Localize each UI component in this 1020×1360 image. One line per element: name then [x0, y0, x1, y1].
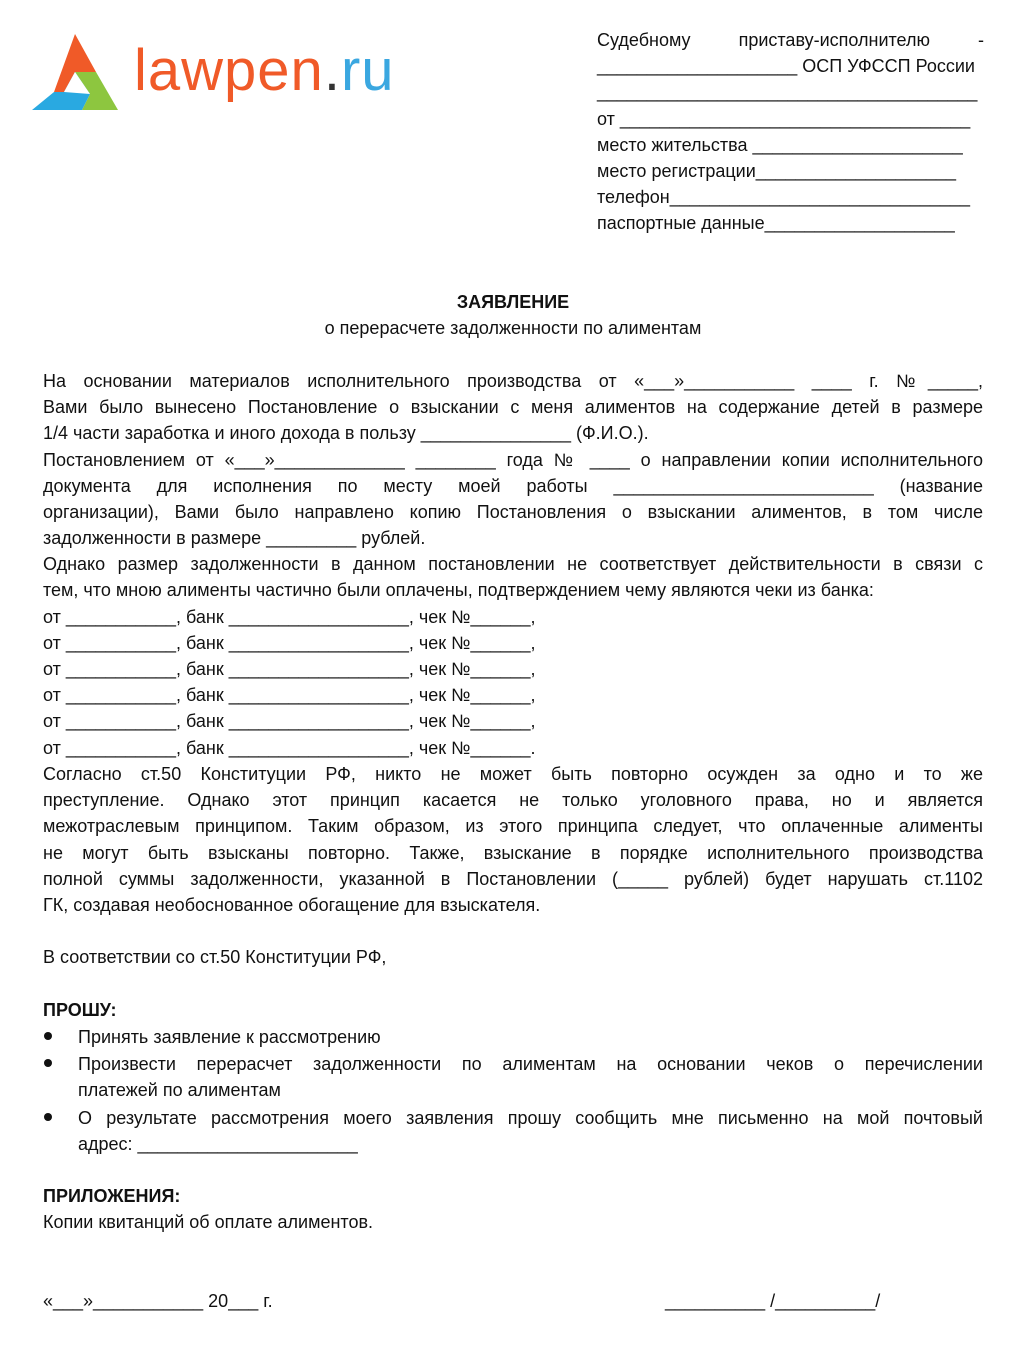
body-line-7: задолженности в размере _________ рублей.	[43, 528, 426, 548]
body2-line-3: межотраслевым принципом. Таким образом, из этого принципа следует, что оплаченные алименты	[43, 816, 983, 836]
receipt-line-3: от ___________, банк __________________, чек №______,	[43, 659, 536, 679]
header-line-6: место регистрации____________________	[597, 161, 956, 181]
header-line-1: Судебному приставу-исполнителю -	[597, 30, 984, 50]
body2-line-6: ГК, создавая необоснованное обогащение для взыскателя.	[43, 895, 541, 915]
receipt-line-6: от ___________, банк __________________, чек №______.	[43, 738, 536, 758]
site-logo	[30, 32, 430, 114]
attachments-text: Копии квитанций об оплате алиментов.	[43, 1212, 374, 1232]
body-line-6: организации), Вами было направлено копию Постановления о взыскании алиментов, в том числе	[43, 502, 983, 522]
logo-text-tld: ru	[340, 38, 395, 103]
logo-text	[134, 36, 395, 106]
header-line-3: ______________________________________	[597, 82, 978, 102]
header-line-7: телефон______________________________	[597, 187, 971, 207]
bullet-icon	[44, 1059, 52, 1067]
date-line: «___»___________ 20___ г.	[43, 1291, 273, 1311]
body2-line-1: Согласно ст.50 Конституции РФ, никто не может быть повторно осужден за одно и то же	[43, 764, 983, 784]
bullet-icon	[44, 1113, 52, 1121]
logo-text-dot: .	[323, 38, 341, 103]
receipt-line-2: от ___________, банк __________________, чек №______,	[43, 633, 536, 653]
request-heading: ПРОШУ:	[43, 1000, 117, 1020]
bullet-icon	[44, 1032, 52, 1040]
receipt-line-4: от ___________, банк __________________, чек №______,	[43, 685, 536, 705]
request-item-1: Принять заявление к рассмотрению	[78, 1027, 381, 1047]
body2-line-4: не могут быть взысканы повторно. Также, взыскание в порядке исполнительного производства	[43, 843, 983, 863]
body2-line-5: полной суммы задолженности, указанной в Постановлении (_____ рублей) будет нарушать ст.1102	[43, 869, 983, 889]
header-line-4: от ___________________________________	[597, 109, 971, 129]
header-line-5: место жительства _____________________	[597, 135, 963, 155]
logo-triangle-icon	[30, 32, 120, 114]
body-line-8: Однако размер задолженности в данном постановлении не соответствует действительности в связи с	[43, 554, 983, 574]
accordance-text: В соответствии со ст.50 Конституции РФ,	[43, 947, 387, 967]
document-title: ЗАЯВЛЕНИЕ	[456, 292, 570, 312]
body-line-4: Постановлением от «___»_____________ ________ года № ____ о направлении копии исполнительного	[43, 450, 983, 470]
body-line-3: 1/4 части заработка и иного дохода в пользу _______________ (Ф.И.О.).	[43, 423, 649, 443]
signature-line: __________ /__________/	[665, 1291, 881, 1311]
document-subtitle: о перерасчете задолженности по алиментам	[324, 318, 702, 338]
request-item-2-line-2: платежей по алиментам	[78, 1080, 281, 1100]
logo-text-main: lawpen	[134, 38, 324, 103]
body-line-2: Вами было вынесено Постановление о взыскании с меня алиментов на содержание детей в размере	[43, 397, 983, 417]
attachments-heading: ПРИЛОЖЕНИЯ:	[43, 1186, 181, 1206]
receipt-line-1: от ___________, банк __________________, чек №______,	[43, 607, 536, 627]
body-line-1: На основании материалов исполнительного производства от «___»___________ ____ г. №_____,	[43, 371, 983, 391]
receipt-line-5: от ___________, банк __________________, чек №______,	[43, 711, 536, 731]
request-item-3-line-2: адрес: ______________________	[78, 1134, 358, 1154]
header-line-2: ____________________ ОСП УФССП России	[597, 56, 975, 76]
body2-line-2: преступление. Однако этот принцип касается не только уголовного права, но и является	[43, 790, 983, 810]
request-item-3-line-1: О результате рассмотрения моего заявления прошу сообщить мне письменно на мой почтовый	[78, 1108, 983, 1128]
body-line-9: тем, что мною алименты частично были оплачены, подтверждением чему являются чеки из банка:	[43, 580, 874, 600]
body-line-5: документа для исполнения по месту моей работы __________________________ (название	[43, 476, 983, 496]
header-line-8: паспортные данные___________________	[597, 213, 955, 233]
request-item-2-line-1: Произвести перерасчет задолженности по алиментам на основании чеков о перечислении	[78, 1054, 983, 1074]
